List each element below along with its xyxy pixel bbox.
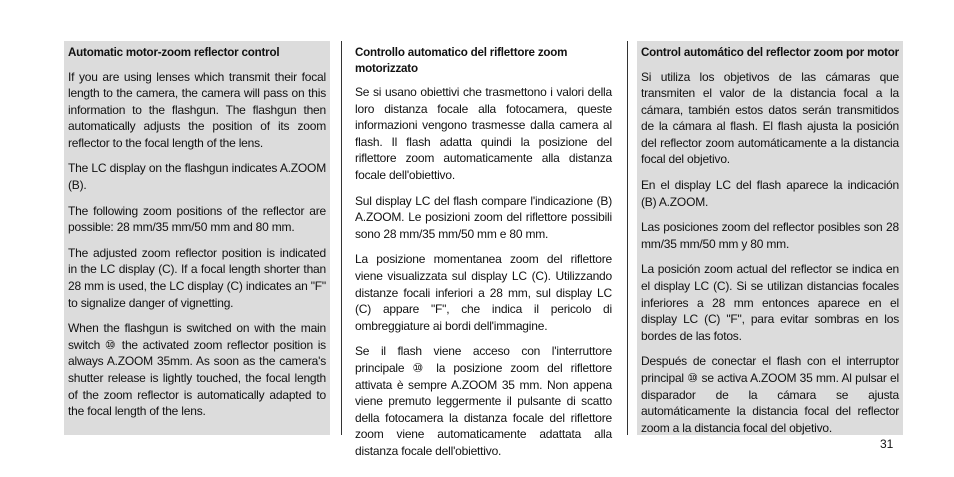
- column-divider: [627, 41, 628, 435]
- section-heading-italian: Controllo automatico del riflettore zoom motorizzato: [355, 46, 568, 75]
- column-divider: [341, 41, 342, 435]
- paragraph: If you are using lenses which transmit their focal length to the camera, the camera will pass on this information to the flashgun. The flashgun then automatically adjusts the position of its zoom reflector to the focal length of the lens.: [68, 69, 326, 150]
- section-heading-spanish: Control automático del reflector zoom por motor: [641, 46, 899, 59]
- paragraph: The LC display on the flashgun indicates A.ZOOM (B).: [68, 161, 326, 193]
- paragraph: La posizione momentanea zoom del riflettore viene visualizzata sul display LC (C). Utilizzando distanze focali inferiori a 28 mm, sul display LC (C) appare "F", che indica il pericolo di ombreggiature ai bordi dell'immagine.: [355, 252, 612, 333]
- column-spanish: [637, 41, 903, 435]
- paragraph: The adjusted zoom reflector position is indicated in the LC display (C). If a focal length shorter than 28 mm is used, the LC display (C) indicates an "F" to signalize danger of vignetting.: [68, 245, 326, 310]
- paragraph: Se il flash viene acceso con l'interruttore principale ⑩ la posizione zoom del riflettore attivata è sempre A.ZOOM 35 mm. Non appena viene premuto leggermente il pulsante di scatto della fotocamera la distanza focale del riflettore zoom viene automaticamente adattata alla distanza focale dell'obiettivo.: [355, 344, 612, 458]
- paragraph: La posición zoom actual del reflector se indica en el display LC (C). Si se utilizan distancias focales inferiores a 28 mm entonces aparece en el display LC (C) "F", para evitar sombras en los bordes de las fotos.: [641, 262, 899, 343]
- paragraph: The following zoom positions of the reflector are possible: 28 mm/35 mm/50 mm and 80 mm.: [68, 203, 326, 235]
- column-italian: [351, 41, 616, 458]
- paragraph: When the flashgun is switched on with the main switch ⑩ the activated zoom reflector position is always A.ZOOM 35mm. As soon as the camera's shutter release is lightly touched, the focal length of the zoom reflector is automatically adapted to the focal length of the lens.: [68, 321, 326, 419]
- paragraph: En el display LC del flash aparece la indicación (B) A.ZOOM.: [641, 178, 899, 209]
- column-english: [64, 41, 330, 435]
- section-heading-english: Automatic motor-zoom reflector control: [68, 46, 280, 59]
- paragraph: Si utiliza los objetivos de las cámaras que transmiten el valor de la distancia focal a la cámara, también estos datos serán transmitidos de la cámara al flash. El flash ajusta la posición del reflector zoom automáticamente a la distancia focal del objetivo.: [641, 69, 899, 167]
- paragraph: Se si usano obiettivi che trasmettono i valori della loro distanza focale alla fotocamera, queste informazioni vengono trasmesse dalla camera al flash. Il flash adatta quindi la posizione del riflettore zoom automaticamente alla distanza focale dell'obiettivo.: [355, 85, 612, 182]
- paragraph: Después de conectar el flash con el interruptor principal ⑩ se activa A.ZOOM 35 mm. Al pulsar el disparador de la cámara se ajusta automáticamente la distancia focal del reflector zoom a la distancia focal del objetivo.: [641, 354, 899, 435]
- paragraph: Sul display LC del flash compare l'indicazione (B) A.ZOOM. Le posizioni zoom del riflettore possibili sono 28 mm/35 mm/50 mm e 80 mm.: [355, 193, 612, 241]
- paragraph: Las posiciones zoom del reflector posibles son 28 mm/35 mm/50 mm y 80 mm.: [641, 220, 899, 251]
- page-number: 31: [880, 437, 894, 451]
